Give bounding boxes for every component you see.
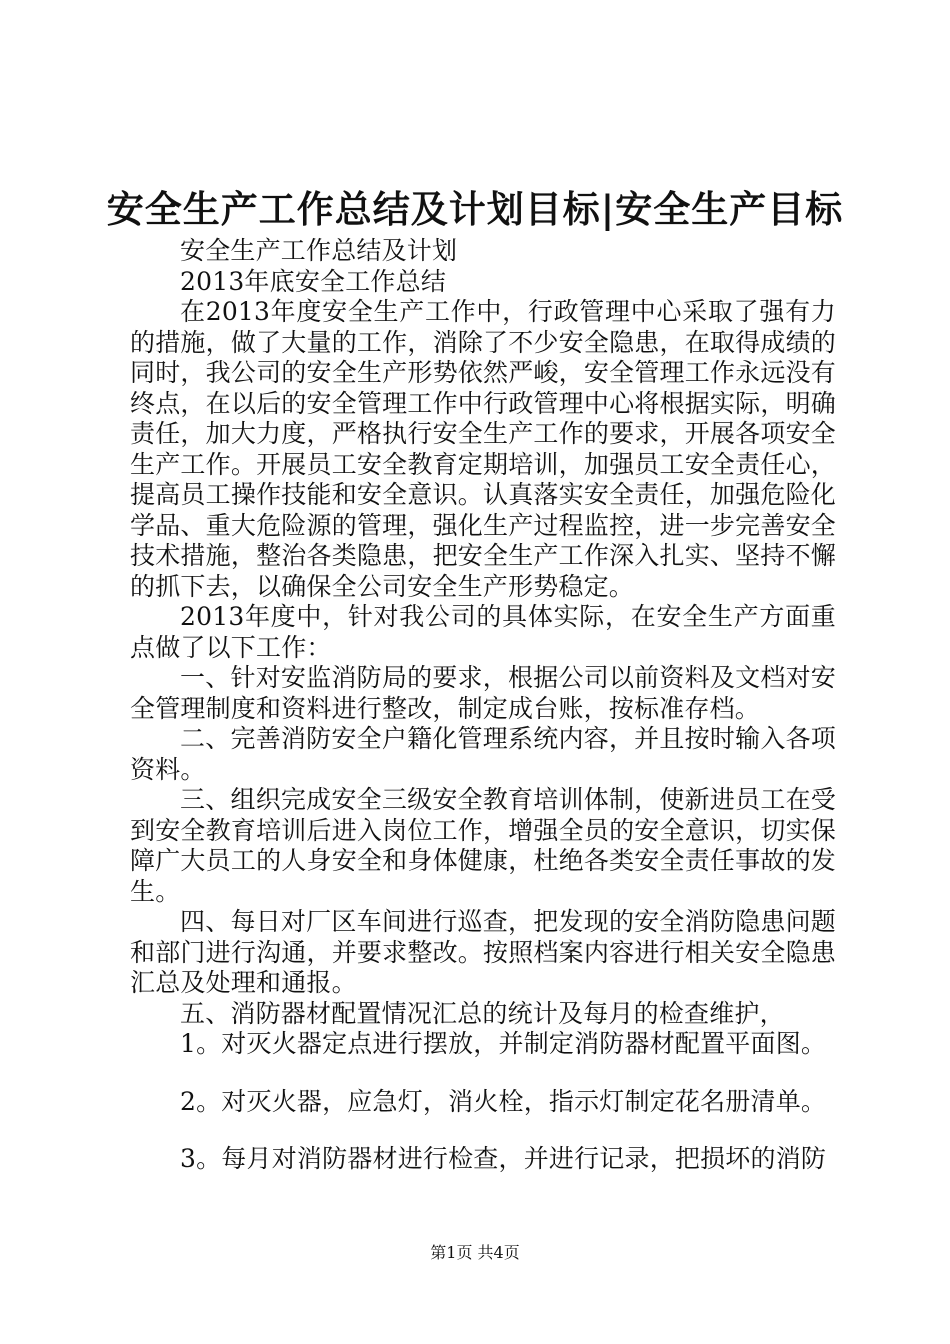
sub-list-item: 2。对灭火器，应急灯，消火栓，指示灯制定花名册清单。 [180,1086,827,1116]
subtitle-paragraph: 安全生产工作总结及计划 [180,236,458,265]
list-item: 三、组织完成安全三级安全教育培训体制，使新进员工在受到安全教育培训后进入岗位工作，增强全员的安全意识，切实保障广大员工的人身安全和身体健康，杜绝各类安全责任事故的发生。 [130,785,836,906]
sub-list-item: 3。每月对消防器材进行检查，并进行记录，把损坏的消防 [180,1144,827,1173]
page-number-footer: 第1页 共4页 [430,1243,520,1262]
list-item: 五、消防器材配置情况汇总的统计及每月的检查维护， [180,998,785,1028]
section-heading: 2013年底安全工作总结 [180,266,447,296]
list-item: 一、针对安监消防局的要求，根据公司以前资料及文档对安全管理制度和资料进行整改，制定成台账，按标准存档。 [130,663,836,723]
list-item: 四、每日对厂区车间进行巡查，把发现的安全消防隐患问题和部门进行沟通，并要求整改。按照档案内容进行相关安全隐患汇总及处理和通报。 [130,907,836,997]
document-title: 安全生产工作总结及计划目标|安全生产目标 [106,187,844,231]
body-paragraph: 2013年度中，针对我公司的具体实际，在安全生产方面重点做了以下工作： [130,602,836,662]
body-paragraph: 在2013年度安全生产工作中，行政管理中心采取了强有力的措施，做了大量的工作，消除了不少安全隐患，在取得成绩的同时，我公司的安全生产形势依然严峻，安全管理工作永远没有终点，在以后的安全管理工作中行政管理中心将根据实际，明确责任，加大力度，严格执行安全生产工作的要求，开展各项安全生产工作。开展员工安全教育定期培训，加强员工安全责任心，提高员工操作技能和安全意识。认真落实安全责任，加强危险化学品、重大危险源的管理，强化生产过程监控，进一步完善安全技术措施，整治各类隐患，把安全生产工作深入扎实、坚持不懈的抓下去，以确保全公司安全生产形势稳定。 [130,297,836,601]
list-item: 二、完善消防安全户籍化管理系统内容，并且按时输入各项资料。 [130,724,836,784]
document-body [130,236,836,1175]
sub-list-item: 1。对灭火器定点进行摆放，并制定消防器材配置平面图。 [180,1029,827,1058]
